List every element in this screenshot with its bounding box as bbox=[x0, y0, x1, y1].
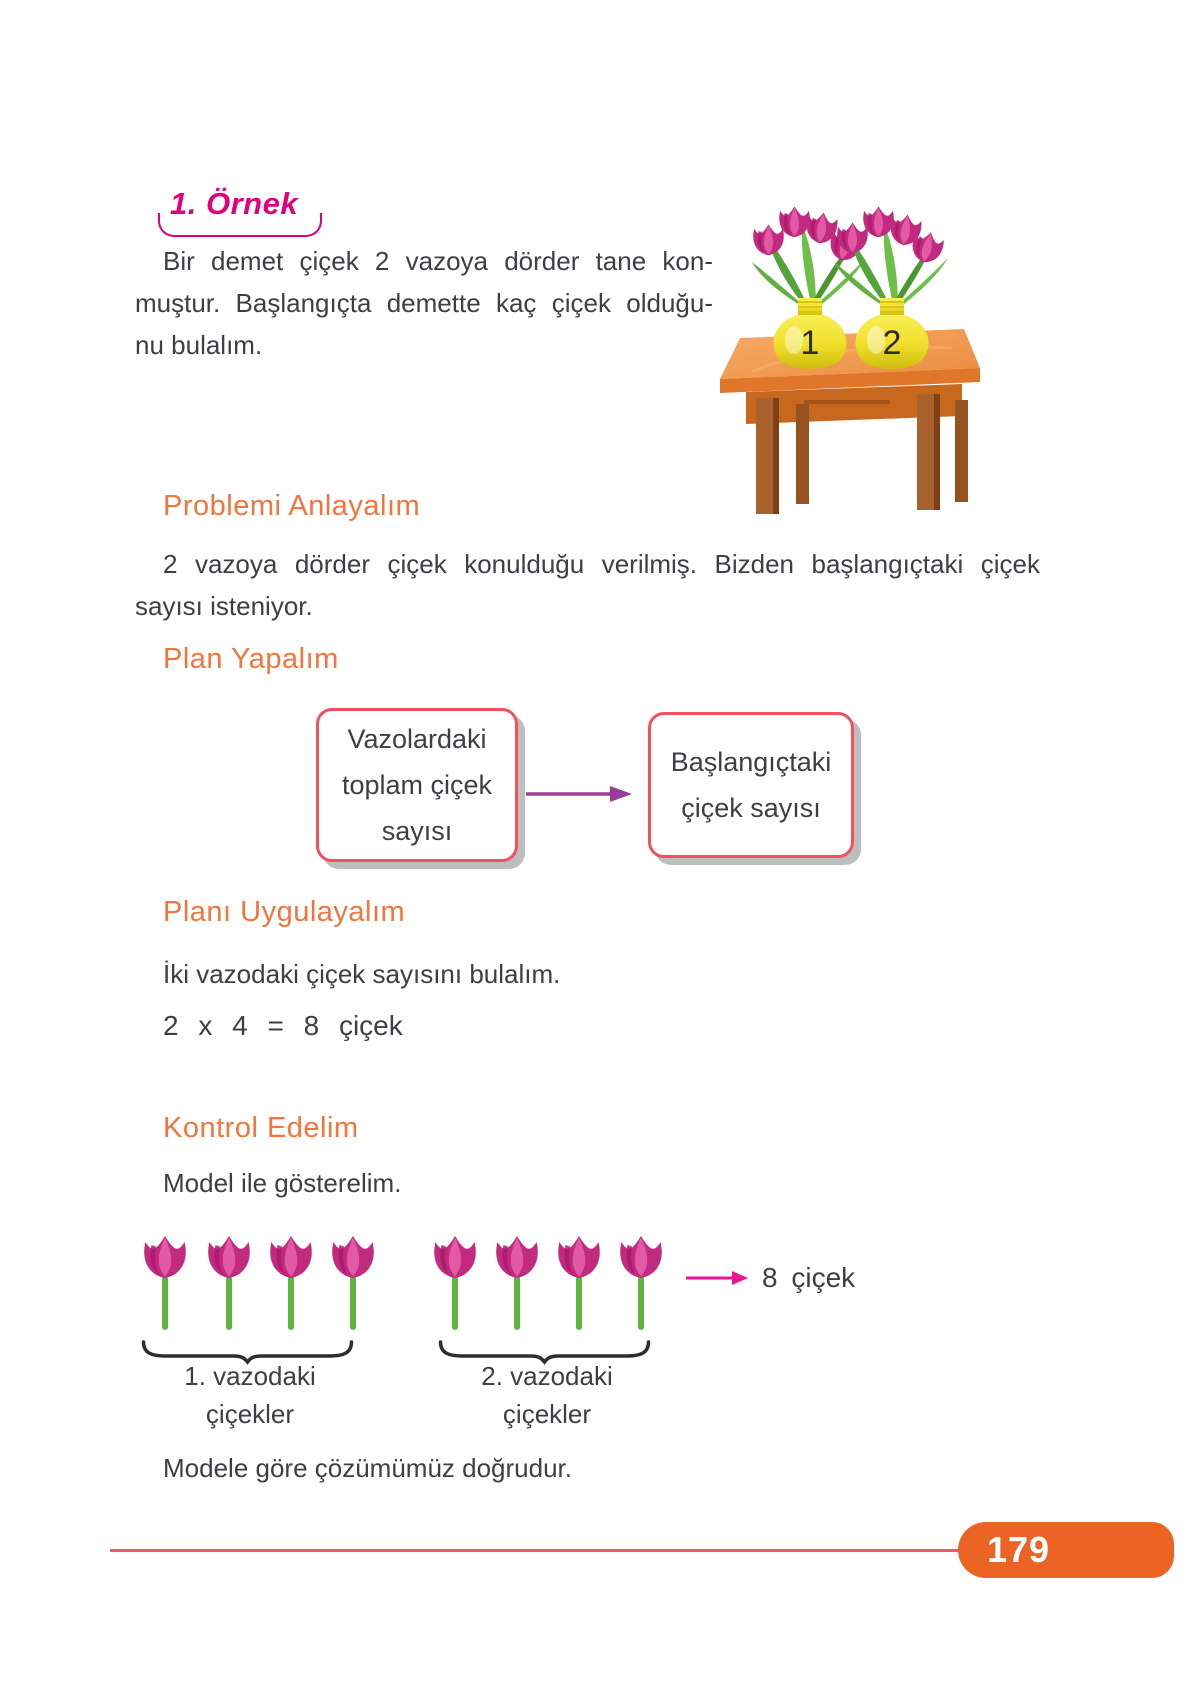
arrow-right-icon bbox=[524, 782, 634, 806]
plan-box-initial-flowers bbox=[648, 712, 854, 858]
vase-1 bbox=[773, 298, 846, 369]
tulip-icon bbox=[556, 1228, 602, 1332]
section-heading-check: Kontrol Edelim bbox=[163, 1112, 359, 1144]
understand-line: sayısı isteniyor. bbox=[135, 591, 313, 621]
multiplication-equation: 2 x 4 = 8 çiçek bbox=[163, 1010, 403, 1041]
group2-label bbox=[442, 1357, 652, 1433]
problem-line: Bir demet çiçek 2 vazoya dörder tane kon- bbox=[163, 246, 713, 276]
plan-box-line: çiçek sayısı bbox=[681, 793, 821, 823]
table-vases-illustration bbox=[712, 202, 982, 517]
tulip-icon bbox=[268, 1228, 314, 1332]
vase-2 bbox=[855, 298, 928, 369]
group1-label bbox=[145, 1357, 355, 1433]
conclusion-line: Modele göre çözümümüz doğrudur. bbox=[163, 1453, 573, 1483]
tulip-icon bbox=[494, 1228, 540, 1332]
problem-paragraph bbox=[135, 240, 713, 366]
section-heading-plan: Plan Yapalım bbox=[163, 643, 339, 675]
plan-box-line: sayısı bbox=[381, 816, 453, 846]
page-number-badge bbox=[958, 1522, 1174, 1578]
section-heading-apply: Planı Uygulayalım bbox=[163, 896, 406, 928]
group1-label-line: 1. vazodaki bbox=[184, 1361, 316, 1391]
understand-paragraph bbox=[135, 543, 1040, 627]
example-label: 1. Örnek bbox=[170, 186, 299, 221]
example-label-underline bbox=[158, 213, 322, 237]
tulip-icon bbox=[618, 1228, 664, 1332]
problem-line: muştur. Başlangıçta demette kaç çiçek olduğu- bbox=[135, 288, 713, 318]
table-illustration-icon bbox=[712, 202, 982, 517]
group1-label-line: çiçekler bbox=[205, 1399, 295, 1429]
group2-label-line: çiçekler bbox=[502, 1399, 592, 1429]
section-heading-understand: Problemi Anlayalım bbox=[163, 490, 421, 522]
plan-box-line: toplam çiçek bbox=[341, 770, 493, 800]
plan-arrow bbox=[524, 782, 634, 806]
apply-line: İki vazodaki çiçek sayısını bulalım. bbox=[163, 959, 561, 989]
arrow-right-icon bbox=[686, 1269, 748, 1287]
page-number: 179 bbox=[986, 1529, 1051, 1570]
tulip-icon bbox=[432, 1228, 478, 1332]
flower-bunch-1 bbox=[752, 206, 866, 310]
model-result-text: 8 çiçek bbox=[762, 1262, 856, 1293]
vase-2-number: 2 bbox=[882, 324, 902, 362]
model-result-arrow bbox=[686, 1269, 748, 1287]
plan-box-line: Vazolardaki bbox=[347, 724, 487, 754]
vase-1-number: 1 bbox=[800, 324, 820, 362]
group2-label-line: 2. vazodaki bbox=[481, 1361, 613, 1391]
tulip-icon bbox=[330, 1228, 376, 1332]
footer-divider-line bbox=[110, 1549, 962, 1552]
check-line: Model ile gösterelim. bbox=[163, 1168, 402, 1198]
tulip-icon bbox=[142, 1228, 188, 1332]
plan-box-total-flowers bbox=[316, 708, 518, 862]
problem-line: nu bulalım. bbox=[135, 330, 263, 360]
plan-box-line: Başlangıçtaki bbox=[670, 747, 832, 777]
understand-line: 2 vazoya dörder çiçek konulduğu verilmiş. Bizden başlangıçtaki çiçek bbox=[163, 549, 1040, 579]
tulip-icon bbox=[206, 1228, 252, 1332]
